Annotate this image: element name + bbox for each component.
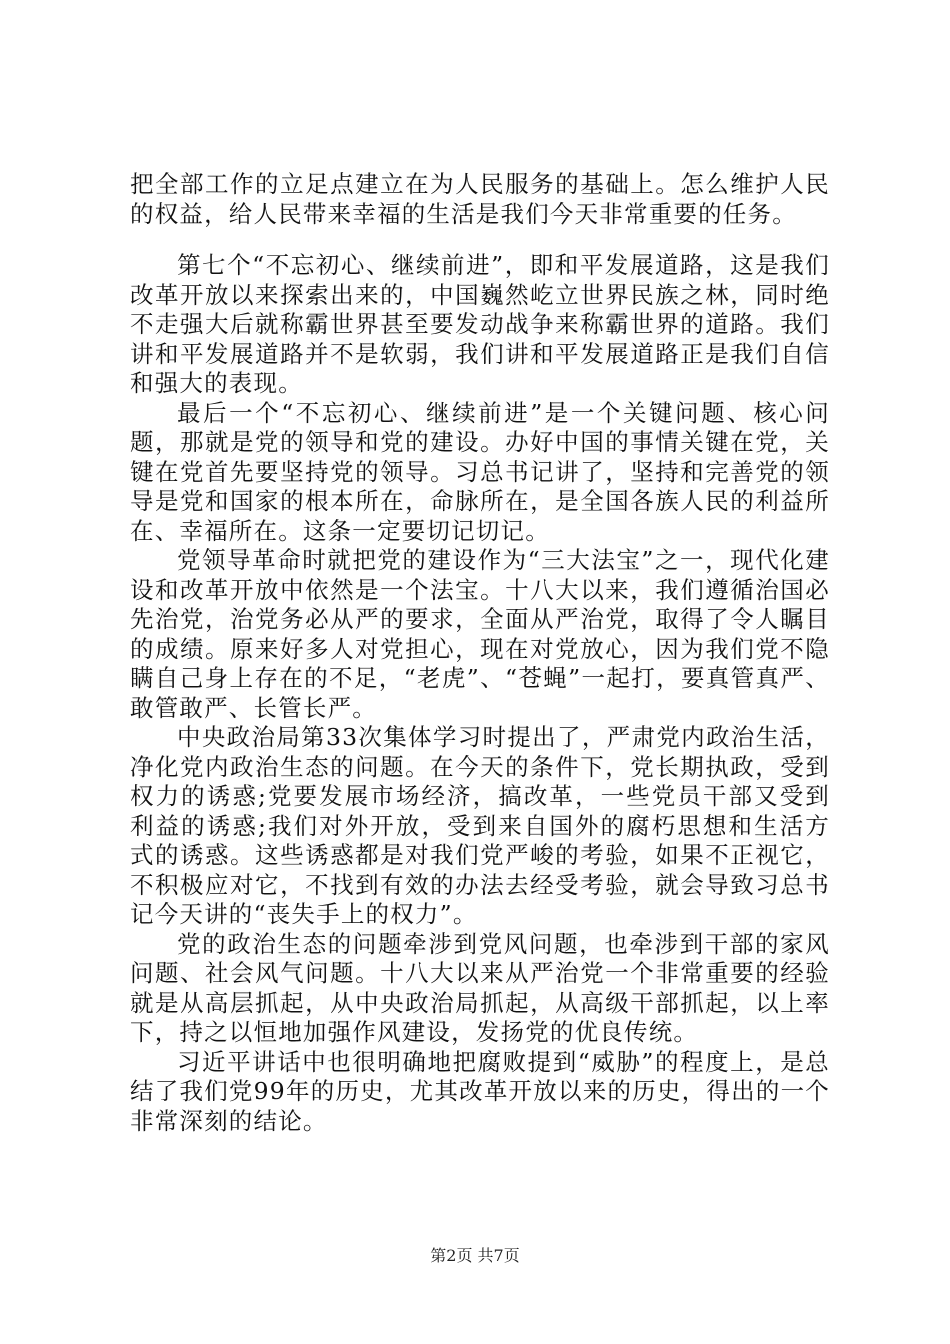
paragraph: 第七个“不忘初心、继续前进”，即和平发展道路，这是我们改革开放以来探索出来的，中国巍然屹立世界民族之林，同时绝不走强大后就称霸世界甚至要发动战争来称霸世界的道路。我们讲和平发展道路并不是软弱，我们讲和平发展道路正是我们自信和强大的表现。 — [130, 251, 830, 397]
paragraph: 中央政治局第33次集体学习时提出了，严肃党内政治生活，净化党内政治生态的问题。在今天的条件下，党长期执政，受到权力的诱惑;党要发展市场经济，搞改革，一些党员干部又受到利益的诱惑;我们对外开放，受到来自国外的腐朽思想和生活方式的诱惑。这些诱惑都是对我们党严峻的考验，如果不正视它，不积极应对它，不找到有效的办法去经受考验，就会导致习总书记今天讲的“丧失手上的权力”。 — [130, 723, 830, 928]
paragraph: 党领导革命时就把党的建设作为“三大法宝”之一，现代化建设和改革开放中依然是一个法宝。十八大以来，我们遵循治国必先治党，治党务必从严的要求，全面从严治党，取得了令人瞩目的成绩。原来好多人对党担心，现在对党放心，因为我们党不隐瞒自己身上存在的不足，“老虎”、“苍蝇”一起打，要真管真严、敢管敢严、长管长严。 — [130, 546, 830, 722]
document-body — [130, 170, 830, 1136]
paragraph: 党的政治生态的问题牵涉到党风问题，也牵涉到干部的家风问题、社会风气问题。十八大以来从严治党一个非常重要的经验就是从高层抓起，从中央政治局抓起，从高级干部抓起，以上率下，持之以恒地加强作风建设，发扬党的优良传统。 — [130, 929, 830, 1046]
paragraph: 最后一个“不忘初心、继续前进”是一个关键问题、核心问题，那就是党的领导和党的建设。办好中国的事情关键在党，关键在党首先要坚持党的领导。习总书记讲了，坚持和完善党的领导是党和国家的根本所在，命脉所在，是全国各族人民的利益所在、幸福所在。这条一定要切记切记。 — [130, 398, 830, 545]
page-number-footer: 第2页 共7页 — [430, 1246, 520, 1265]
paragraph-continuation: 把全部工作的立足点建立在为人民服务的基础上。怎么维护人民的权益，给人民带来幸福的生活是我们今天非常重要的任务。 — [130, 170, 830, 228]
paragraph: 习近平讲话中也很明确地把腐败提到“威胁”的程度上，是总结了我们党99年的历史，尤其改革开放以来的历史，得出的一个非常深刻的结论。 — [130, 1047, 830, 1135]
